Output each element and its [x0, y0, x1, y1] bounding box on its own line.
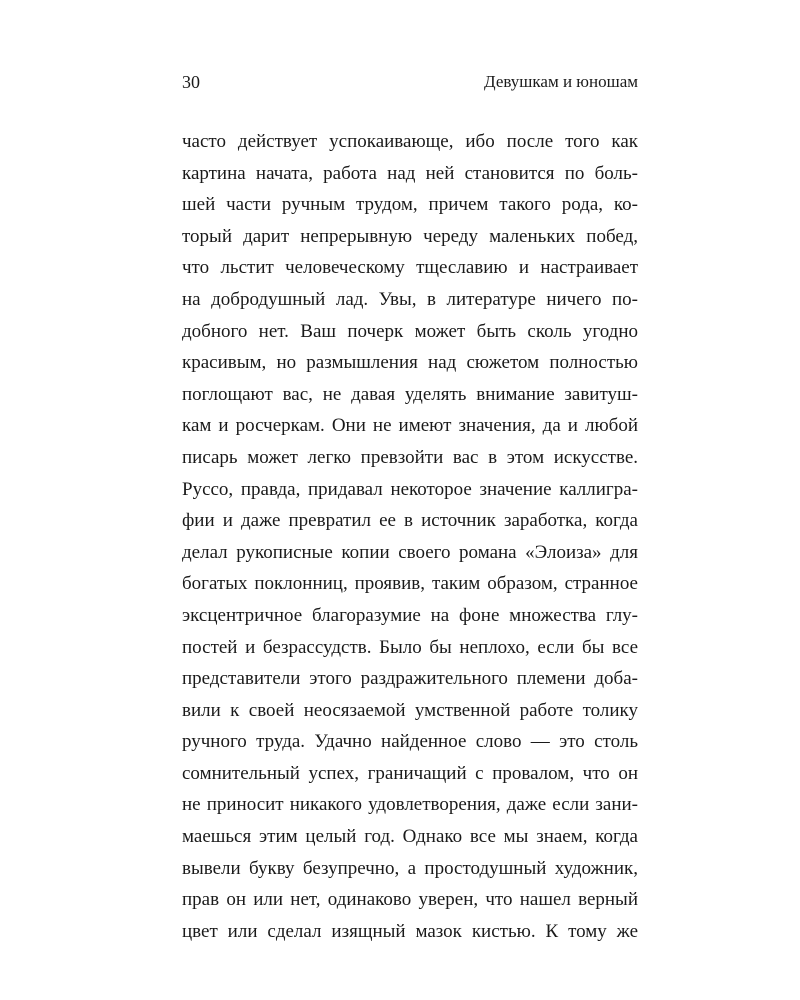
running-title: Девушкам и юношам	[484, 72, 638, 91]
text-line: часто действует успокаивающе, ибо после того как	[182, 131, 638, 152]
text-line: не приносит никакого удовлетворения, даже если зани-	[182, 794, 638, 816]
text-line: Руссо, правда, придавал некоторое значение каллигра-	[182, 478, 638, 500]
text-line: сомнительный успех, граничащий с провалом, что он	[182, 762, 638, 784]
text-line: эксцентричное благоразумие на фоне множества глу-	[182, 604, 638, 626]
text-line: постей и безрассудств. Было бы неплохо, если бы все	[182, 636, 638, 658]
text-line: поглощают вас, не давая уделять внимание завитуш-	[182, 383, 638, 405]
text-line: что льстит человеческому тщеславию и настраивает	[182, 257, 638, 279]
text-line: красивым, но размышления над сюжетом полностью	[182, 352, 638, 374]
text-line: прав он или нет, одинаково уверен, что нашел верный	[182, 889, 638, 911]
text-line: вывели букву безупречно, а простодушный художник,	[182, 857, 638, 879]
text-line: писарь может легко превзойти вас в этом искусстве.	[182, 446, 638, 468]
page-number: 30	[182, 72, 200, 92]
text-line: маешься этим целый год. Однако все мы знаем, когда	[182, 826, 638, 848]
text-line: ручного труда. Удачно найденное слово — это столь	[182, 731, 638, 753]
text-line: добного нет. Ваш почерк может быть сколь угодно	[182, 320, 638, 342]
text-line: фии и даже превратил ее в источник заработка, когда	[182, 510, 638, 532]
text-line: представители этого раздражительного племени доба-	[182, 668, 638, 690]
text-line: делал рукописные копии своего романа «Элоиза» для	[182, 541, 638, 563]
body-text	[182, 126, 638, 947]
text-line: шей части ручным трудом, причем такого рода, ко-	[182, 194, 638, 216]
text-line: кам и росчеркам. Они не имеют значения, да и любой	[182, 415, 638, 437]
text-line: богатых поклонниц, проявив, таким образом, странное	[182, 573, 638, 595]
running-header	[182, 70, 638, 94]
text-line: картина начата, работа над ней становится по боль-	[182, 162, 638, 184]
text-line: цвет или сделал изящный мазок кистью. К тому же	[182, 920, 638, 942]
text-line: вили к своей неосязаемой умственной работе толику	[182, 699, 638, 721]
text-line: торый дарит непрерывную череду маленьких побед,	[182, 225, 638, 247]
text-line: на добродушный лад. Увы, в литературе ничего по-	[182, 288, 638, 310]
